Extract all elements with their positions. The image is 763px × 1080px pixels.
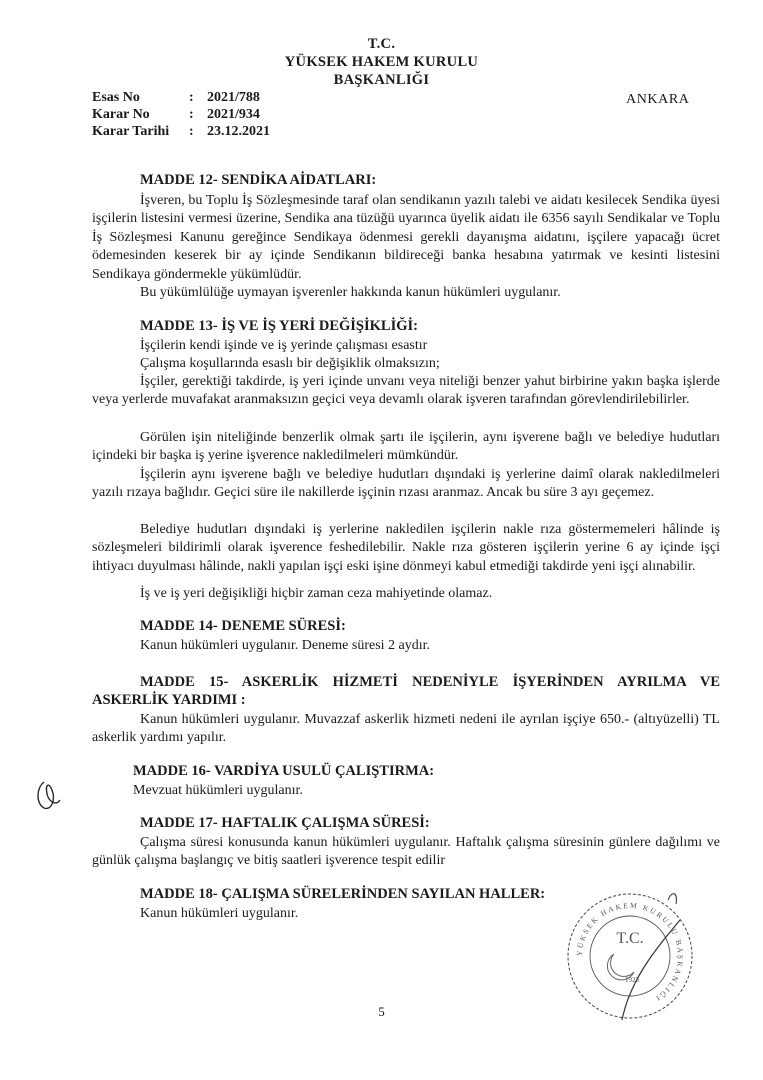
- article-13-paragraph-5: İşçilerin aynı işverene bağlı ve belediye hudutları dışındaki iş yerlerine daimî olarak nakledilmeleri yazılı rızaya bağlıdır. Geçici süre ile nakillerde işçinin rızası aranmaz. Ancak bu süre 3 ayı geçemez.: [92, 467, 720, 501]
- seal-tc-text: T.C.: [616, 930, 644, 947]
- seal-ring-text: YÜKSEK HAKEM KURULU BAŞKANLIĞI: [574, 900, 686, 1004]
- article-16-paragraph-1: Mevzuat hükümleri uygulanır.: [133, 783, 303, 798]
- meta-esas-no: Esas No : 2021/788: [92, 90, 260, 105]
- article-13-paragraph-3: İşçiler, gerektiği takdirde, iş yeri içinde unvanı veya niteliği benzer yahut birbirine yakın başka işlerde veya yerlerde muvafakat aranmaksızın geçici veya devamlı olarak işveren tarafından görevlendirilebilirler.: [92, 374, 720, 408]
- meta-value: 23.12.2021: [207, 124, 270, 139]
- article-12-paragraph-2: Bu yükümlülüğe uymayan işverenler hakkında kanun hükümleri uygulanır.: [140, 285, 561, 300]
- article-15-paragraph-1: Kanun hükümleri uygulanır. Muvazzaf askerlik hizmeti nedeni ile ayrılan işçiye 650.- (altıyüzelli) TL askerlik yardımı yapılır.: [92, 712, 720, 746]
- article-13-paragraph-7: İş ve iş yeri değişikliği hiçbir zaman ceza mahiyetinde olamaz.: [140, 586, 493, 601]
- article-13-paragraph-4: Görülen işin niteliğinde benzerlik olmak şartı ile işçilerin, aynı işverene bağlı ve belediye hudutları içindeki bir başka iş yerine işverence nakledilmeleri mümkündür.: [92, 430, 720, 464]
- article-17-title: MADDE 17- HAFTALIK ÇALIŞMA SÜRESİ:: [140, 815, 430, 831]
- handwritten-mark: [34, 776, 62, 814]
- article-13-paragraph-2: Çalışma koşullarında esaslı bir değişiklik olmaksızın;: [140, 356, 440, 371]
- article-15-title: MADDE 15- ASKERLİK HİZMETİ NEDENİYLE İŞYERİNDEN AYRILMA VE ASKERLİK YARDIMI :: [92, 674, 720, 709]
- seal-year-text: 1923: [625, 976, 639, 984]
- article-18-paragraph-1: Kanun hükümleri uygulanır.: [140, 906, 299, 921]
- article-16-title: MADDE 16- VARDİYA USULÜ ÇALIŞTIRMA:: [133, 763, 435, 779]
- city-label: ANKARA: [626, 92, 690, 107]
- header-institution: YÜKSEK HAKEM KURULU: [284, 54, 479, 70]
- article-17-paragraph-1: Çalışma süresi konusunda kanun hükümleri uygulanır. Haftalık çalışma süresinin günlere dağılımı ve günlük çalışma başlangıç ve bitiş saatleri işverence tespit edilir: [92, 835, 720, 869]
- meta-karar-no: Karar No : 2021/934: [92, 107, 260, 122]
- page-number: 5: [378, 1004, 385, 1019]
- meta-value: 2021/934: [207, 107, 260, 122]
- article-18-title: MADDE 18- ÇALIŞMA SÜRELERİNDEN SAYILAN HALLER:: [140, 886, 546, 902]
- header-presidency: BAŞKANLIĞI: [333, 72, 430, 88]
- meta-label: Karar No: [92, 107, 150, 122]
- meta-label: Esas No: [92, 90, 140, 105]
- meta-value: 2021/788: [207, 90, 260, 105]
- article-12-title: MADDE 12- SENDİKA AİDATLARI:: [140, 172, 377, 188]
- article-13-title: MADDE 13- İŞ VE İŞ YERİ DEĞİŞİKLİĞİ:: [140, 318, 418, 334]
- article-14-title: MADDE 14- DENEME SÜRESİ:: [140, 618, 346, 634]
- meta-karar-tarihi: Karar Tarihi : 23.12.2021: [92, 124, 270, 139]
- article-13-paragraph-1: İşçilerin kendi işinde ve iş yerinde çalışması esastır: [140, 338, 428, 353]
- meta-label: Karar Tarihi: [92, 124, 170, 139]
- article-12-paragraph-1: İşveren, bu Toplu İş Sözleşmesinde taraf olan sendikanın yazılı talebi ve aidatı kesilecek Sendika üyesi işçilerin listesini vermesi üzerine, Sendika ana tüzüğü uyarınca üyelik aidatı ile 6356 sayılı Sendikalar ve Toplu İş Sözleşmesi Kanunu gereğince Sendikaya ödenmesi gerekli dayanışma aidatını, işçilere yapacağı ücret ödemesinden keserek bir ay içinde Sendikanın bildireceği banka hesabına yatırmak ve kesinti listesini Sendikaya göndermekle yükümlüdür.: [92, 193, 720, 282]
- article-14-paragraph-1: Kanun hükümleri uygulanır. Deneme süresi 2 aydır.: [140, 638, 431, 653]
- header-tc: T.C.: [367, 36, 396, 52]
- article-13-paragraph-6: Belediye hudutları dışındaki iş yerlerine nakledilen işçilerin nakle rıza göstermemeleri hâlinde iş sözleşmeleri bildirimli olarak işverence feshedilebilir. Nakle rıza gösteren işçilerin yerine 6 ay içinde işçi ihtiyacı duyulması hâlinde, nakli yapılan işçi eski işine dönmeyi kabul etmediği takdirde yeni işçi alınabilir.: [92, 522, 720, 574]
